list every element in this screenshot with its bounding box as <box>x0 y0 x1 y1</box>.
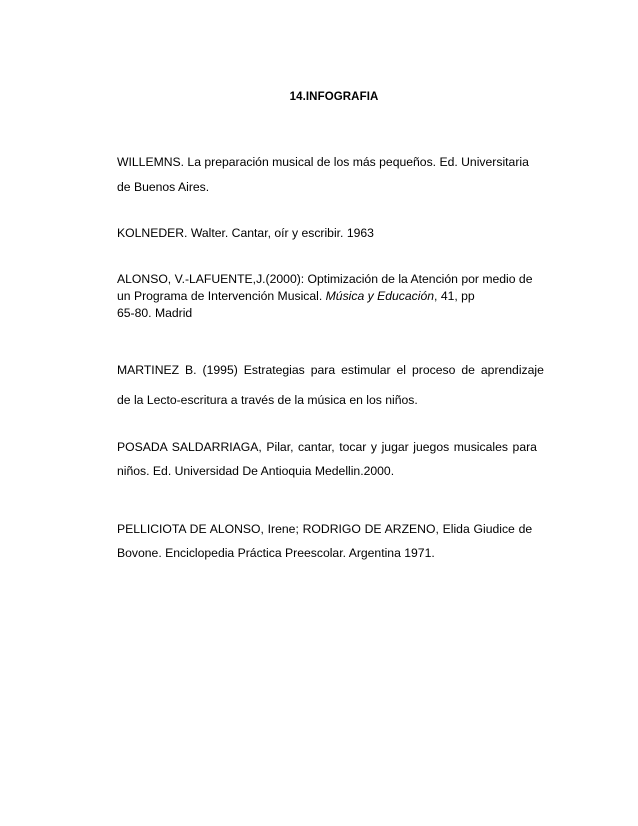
reference-posada <box>117 440 548 478</box>
reference-line: WILLEMNS. La preparación musical de los más pequeños. Ed. Universitaria <box>117 155 529 169</box>
reference-line: ALONSO, V.-LAFUENTE,J.(2000): Optimización de la Atención por medio de <box>117 272 533 286</box>
reference-line: de Buenos Aires. <box>117 180 210 194</box>
reference-line: KOLNEDER. Walter. Cantar, oír y escribir. 1963 <box>117 226 374 240</box>
reference-alonso-lafuente <box>117 272 548 320</box>
reference-line: MARTINEZ B. (1995) Estrategias para estimular el proceso de aprendizaje <box>117 363 544 377</box>
reference-line: POSADA SALDARRIAGA, Pilar, cantar, tocar y jugar juegos musicales para <box>117 440 537 454</box>
section-heading: 14.INFOGRAFIA <box>289 91 379 103</box>
reference-text: un Programa de Intervención Musical. <box>117 289 326 303</box>
reference-line <box>117 289 548 303</box>
reference-martinez <box>117 363 548 407</box>
reference-line: niños. Ed. Universidad De Antioquia Medellin.2000. <box>117 464 395 478</box>
journal-title: Música y Educación <box>325 289 435 303</box>
reference-willemns <box>117 155 548 194</box>
reference-line: Bovone. Enciclopedia Práctica Preescolar. Argentina 1971. <box>117 546 435 560</box>
reference-line: de la Lecto-escritura a través de la música en los niños. <box>117 393 418 407</box>
reference-line: 65-80. Madrid <box>117 306 193 320</box>
reference-line: PELLICIOTA DE ALONSO, Irene; RODRIGO DE ARZENO, Elida Giudice de <box>117 522 533 536</box>
reference-pelliciota <box>117 522 548 560</box>
reference-text: , 41, pp <box>434 289 475 303</box>
reference-kolneder <box>117 226 548 240</box>
